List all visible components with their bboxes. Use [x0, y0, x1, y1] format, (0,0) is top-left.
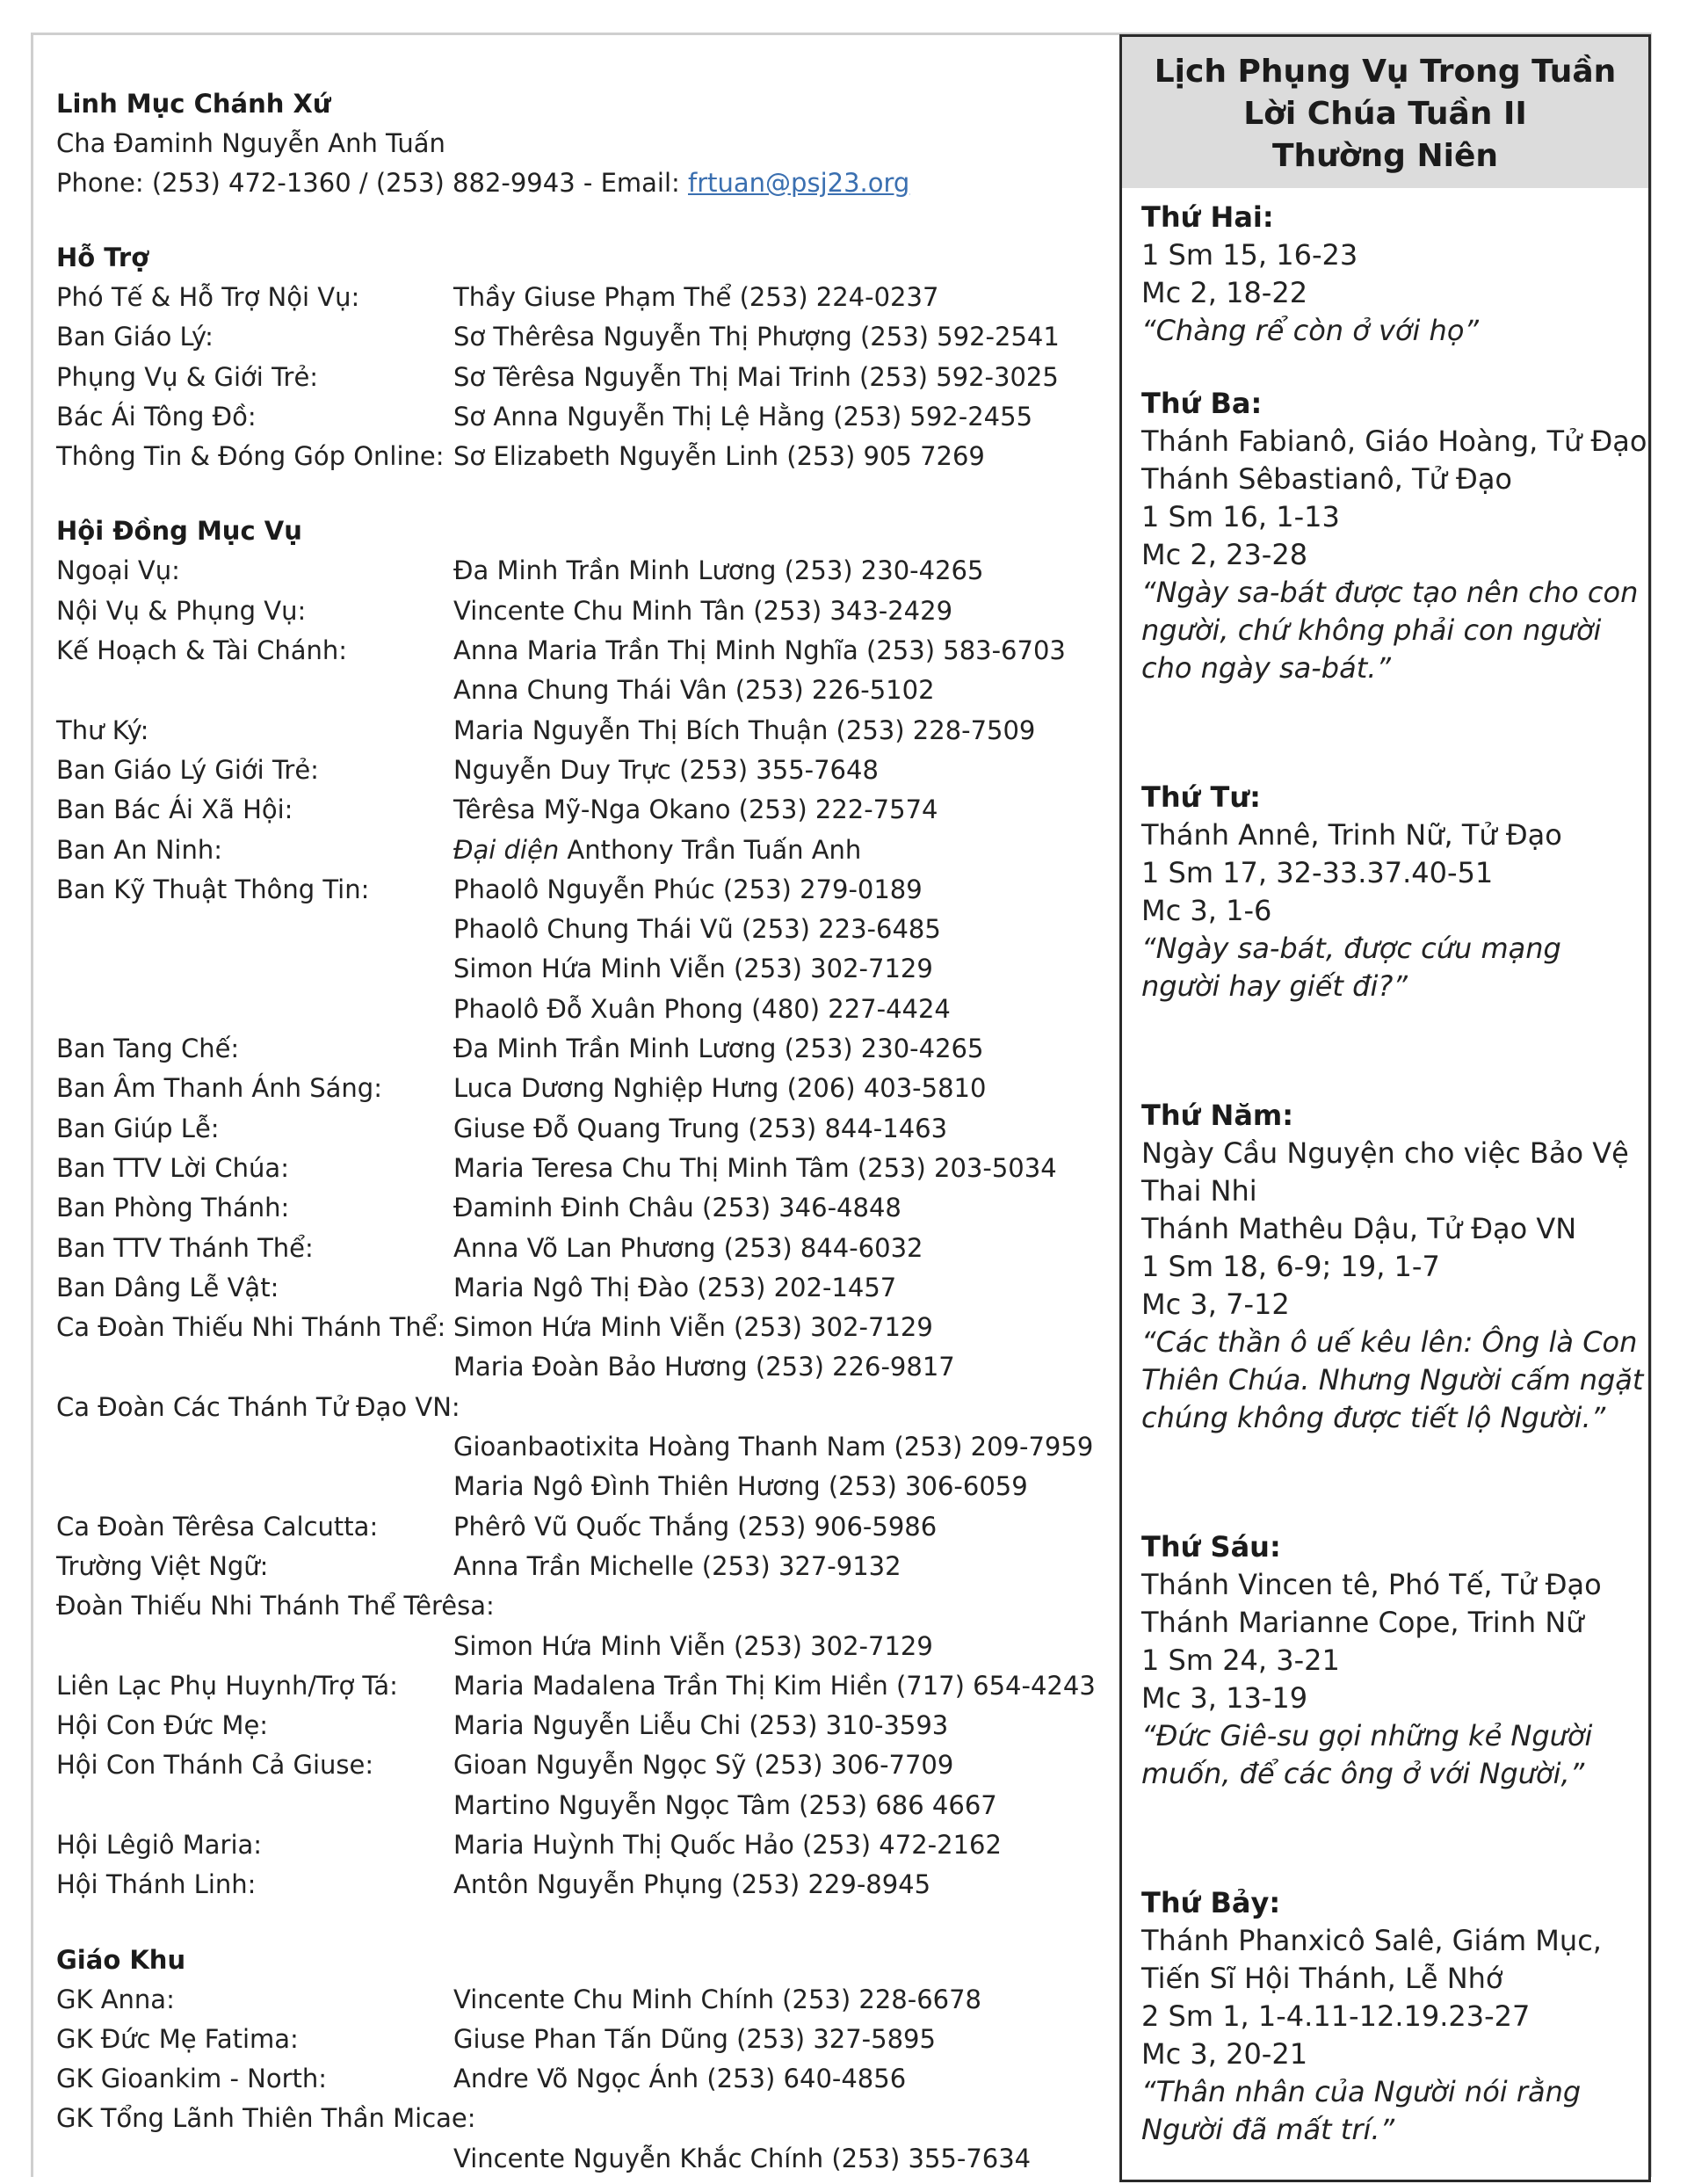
contact-person: Sơ Thêrêsa Nguyễn Thị Phượng (253) 592-2541	[453, 322, 1060, 352]
districts-list	[56, 1980, 1102, 2179]
contact-person: Maria Teresa Chu Thị Minh Tâm (253) 203-5034	[453, 1152, 1057, 1183]
contact-person: Maria Nguyễn Liễu Chi (253) 310-3593	[453, 1710, 949, 1741]
contact-row	[56, 1427, 1102, 1467]
contact-role	[56, 1467, 453, 1506]
contact-person: Phaolô Đỗ Xuân Phong (480) 227-4424	[453, 993, 951, 1024]
council-heading: Hội Đồng Mục Vụ	[56, 516, 302, 547]
contact-person: Maria Ngô Đình Thiên Hương (253) 306-6059	[453, 1471, 1028, 1502]
contact-person: Giuse Đỗ Quang Trung (253) 844-1463	[453, 1113, 948, 1143]
day-reading: Mc 3, 1-6	[1141, 894, 1272, 927]
contact-role: Ban Giáo Lý Giới Trẻ:	[56, 754, 319, 785]
contact-person: Anna Chung Thái Vân (253) 226-5102	[453, 675, 935, 706]
contact-person: Phêrô Vũ Quốc Thắng (253) 906-5986	[453, 1511, 938, 1542]
liturgy-title-line: Lời Chúa Tuần II	[1243, 96, 1527, 132]
contact-person: Sơ Anna Nguyễn Thị Lệ Hằng (253) 592-2455	[453, 401, 1033, 432]
contact-row	[56, 2020, 1102, 2059]
support-list	[56, 278, 1102, 476]
contact-row	[56, 1149, 1102, 1188]
liturgy-days	[1122, 188, 1648, 2149]
contact-row	[56, 1109, 1102, 1149]
contact-role: Hội Con Đức Mẹ:	[56, 1710, 269, 1741]
day-reading: Mc 3, 20-21	[1141, 2037, 1308, 2071]
day-title: Thứ Tư:	[1141, 780, 1261, 814]
contact-row	[56, 551, 1102, 591]
contact-role	[56, 1347, 453, 1387]
contact-row	[56, 1388, 1102, 1427]
contact-role: Ban Kỹ Thuật Thông Tin:	[56, 874, 370, 904]
contact-role: Đoàn Thiếu Nhi Thánh Thể Têrêsa:	[56, 1591, 495, 1622]
contact-row	[56, 1666, 1102, 1706]
day-quote: “Đức Giê-su gọi những kẻ Người muốn, để các ông ở với Người,”	[1141, 1719, 1593, 1790]
contact-row	[56, 1627, 1102, 1666]
day-quote: “Ngày sa-bát được tạo nên cho con người, chứ không phải con người cho ngày sa-bát.”	[1141, 576, 1639, 685]
contact-row	[56, 1308, 1102, 1347]
day-reading: Mc 2, 23-28	[1141, 538, 1308, 571]
contact-person: Maria Nguyễn Thị Bích Thuận (253) 228-7509	[453, 715, 1036, 745]
liturgy-title-line: Lịch Phụng Vụ Trong Tuần	[1154, 54, 1617, 90]
contact-role: Ban Tang Chế:	[56, 1034, 240, 1064]
contact-role: Trường Việt Ngữ:	[56, 1550, 269, 1581]
contact-role: Ngoại Vụ:	[56, 555, 180, 586]
day-reading: Ngày Cầu Nguyện cho việc Bảo Vệ Thai Nhi	[1141, 1136, 1629, 1208]
contact-row	[56, 790, 1102, 830]
liturgy-day	[1141, 199, 1648, 350]
contact-role	[56, 1786, 453, 1825]
contact-row	[56, 278, 1102, 317]
day-reading: Mc 3, 7-12	[1141, 1288, 1290, 1321]
contact-row	[56, 1547, 1102, 1586]
day-reading: Mc 3, 13-19	[1141, 1681, 1308, 1715]
contact-role: Phó Tế & Hỗ Trợ Nội Vụ:	[56, 282, 360, 312]
contact-person: Gioan Nguyễn Ngọc Sỹ (253) 306-7709	[453, 1750, 954, 1781]
contact-person: Maria Đoàn Bảo Hương (253) 226-9817	[453, 1352, 955, 1382]
contact-person: Phaolô Chung Thái Vũ (253) 223-6485	[453, 914, 941, 945]
contact-role: GK Gioankim - North:	[56, 2064, 328, 2094]
day-reading: Mc 2, 18-22	[1141, 276, 1308, 309]
day-reading: Thánh Fabianô, Giáo Hoàng, Tử Đạo	[1141, 424, 1647, 458]
contact-person: Phaolô Nguyễn Phúc (253) 279-0189	[453, 874, 923, 904]
day-title: Thứ Sáu:	[1141, 1530, 1281, 1564]
contact-role: Hội Thánh Linh:	[56, 1869, 257, 1900]
contact-role: Hội Con Thánh Cả Giuse:	[56, 1750, 374, 1781]
contact-person: Andre Võ Ngọc Ánh (253) 640-4856	[453, 2064, 907, 2094]
contact-row	[56, 1467, 1102, 1506]
contact-row	[56, 711, 1102, 751]
contact-person: Sơ Elizabeth Nguyễn Linh (253) 905 7269	[453, 441, 985, 472]
contact-role	[56, 990, 453, 1029]
contact-row	[56, 910, 1102, 949]
contact-person: Anna Trần Michelle (253) 327-9132	[453, 1550, 901, 1581]
day-quote: “Chàng rể còn ở với họ”	[1141, 314, 1479, 347]
contact-person: Giuse Phan Tấn Dũng (253) 327-5895	[453, 2023, 936, 2054]
contact-row	[56, 1586, 1102, 1626]
contact-row	[56, 1706, 1102, 1745]
contact-role	[56, 949, 453, 989]
contact-person: Đaminh Đinh Châu (253) 346-4848	[453, 1193, 901, 1223]
contact-row	[56, 1745, 1102, 1785]
day-reading: Thánh Vincen tê, Phó Tế, Tử Đạo	[1141, 1568, 1602, 1601]
contact-role: Thư Ký:	[56, 715, 149, 745]
contact-row	[56, 990, 1102, 1029]
contact-person: Simon Hứa Minh Viễn (253) 302-7129	[453, 954, 933, 984]
day-reading: 1 Sm 24, 3-21	[1141, 1643, 1340, 1677]
contact-person: Martino Nguyễn Ngọc Tâm (253) 686 4667	[453, 1789, 997, 1820]
contact-row	[56, 437, 1102, 476]
contact-person: Anna Maria Trần Thị Minh Nghĩa (253) 583-6703	[453, 635, 1066, 666]
contact-role	[56, 671, 453, 710]
contact-role: Bác Ái Tông Đồ:	[56, 401, 257, 432]
liturgy-day	[1141, 385, 1648, 687]
contact-role: Ban Âm Thanh Ánh Sáng:	[56, 1073, 382, 1104]
contact-person: Nguyễn Duy Trực (253) 355-7648	[453, 754, 879, 785]
contact-person: Maria Huỳnh Thị Quốc Hảo (253) 472-2162	[453, 1829, 1002, 1860]
liturgy-day	[1141, 1528, 1648, 1793]
day-reading: Thánh Sêbastianô, Tử Đạo	[1141, 462, 1512, 496]
day-reading: 2 Sm 1, 1-4.11-12.19.23-27	[1141, 1999, 1531, 2033]
contact-row	[56, 949, 1102, 989]
contact-row	[56, 1069, 1102, 1108]
liturgy-title	[1122, 37, 1648, 188]
pastor-phone: Phone: (253) 472-1360 / (253) 882-9943 - Email:	[56, 168, 689, 198]
representative-note: Đại diện	[453, 834, 560, 865]
liturgy-day	[1141, 779, 1648, 1005]
liturgy-day	[1141, 1884, 1648, 2149]
contact-role: Ban Dâng Lễ Vật:	[56, 1272, 279, 1302]
contact-person: Đa Minh Trần Minh Lương (253) 230-4265	[453, 555, 984, 586]
support-heading: Hỗ Trợ	[56, 243, 149, 272]
contact-role: Phụng Vụ & Giới Trẻ:	[56, 361, 319, 392]
day-quote: “Ngày sa-bát, được cứu mạng người hay giết đi?”	[1141, 932, 1561, 1003]
day-reading: Thánh Annê, Trinh Nữ, Tử Đạo	[1141, 818, 1562, 852]
contact-row	[56, 1980, 1102, 2020]
day-quote: “Thân nhân của Người nói rằng Người đã mất trí.”	[1141, 2075, 1582, 2146]
day-reading: 1 Sm 17, 32-33.37.40-51	[1141, 856, 1494, 889]
contact-role: Ca Đoàn Têrêsa Calcutta:	[56, 1511, 379, 1542]
contact-row	[56, 1507, 1102, 1547]
contact-role: Ca Đoàn Thiếu Nhi Thánh Thể:	[56, 1312, 446, 1343]
pastor-name: Cha Đaminh Nguyễn Anh Tuấn	[56, 128, 445, 158]
liturgy-title-line: Thường Niên	[1272, 138, 1498, 174]
day-reading: 1 Sm 15, 16-23	[1141, 238, 1358, 272]
contact-role: GK Đức Mẹ Fatima:	[56, 2023, 299, 2054]
day-reading: Thánh Marianne Cope, Trinh Nữ	[1141, 1606, 1584, 1639]
pastor-section	[56, 84, 1102, 203]
contact-person: Simon Hứa Minh Viễn (253) 302-7129	[453, 1312, 933, 1343]
contact-row	[56, 671, 1102, 710]
contact-row	[56, 591, 1102, 631]
contact-row	[56, 870, 1102, 910]
contact-row	[56, 831, 1102, 870]
contact-role: Liên Lạc Phụ Huynh/Trợ Tá:	[56, 1670, 398, 1701]
contact-row	[56, 397, 1102, 437]
contact-person: Vincente Chu Minh Tân (253) 343-2429	[453, 595, 953, 626]
pastor-contact	[56, 163, 1102, 203]
contact-role	[56, 1627, 453, 1666]
contact-row	[56, 1786, 1102, 1825]
contact-role: Ban TTV Lời Chúa:	[56, 1152, 289, 1183]
contact-role: Thông Tin & Đóng Góp Online:	[56, 441, 445, 472]
contact-row	[56, 1347, 1102, 1387]
contact-person: Antôn Nguyễn Phụng (253) 229-8945	[453, 1869, 931, 1900]
contact-role: Nội Vụ & Phụng Vụ:	[56, 595, 307, 626]
contact-row	[56, 2059, 1102, 2099]
contact-role: Ban TTV Thánh Thể:	[56, 1232, 314, 1263]
day-reading: Thánh Mathêu Dậu, Tử Đạo VN	[1141, 1212, 1577, 1245]
contact-role: Hội Lêgiô Maria:	[56, 1829, 263, 1860]
contact-row	[56, 1188, 1102, 1228]
contact-role: Ban Bác Ái Xã Hội:	[56, 795, 293, 825]
contact-role: Ban Giáo Lý:	[56, 322, 214, 352]
day-quote: “Các thần ô uế kêu lên: Ông là Con Thiên Chúa. Nhưng Người cấm ngặt chúng không được tiết lộ Người.”	[1141, 1325, 1644, 1434]
contact-row	[56, 1229, 1102, 1268]
pastor-email-link[interactable]: frtuan@psj23.org	[688, 168, 910, 198]
contact-person	[453, 831, 1102, 870]
day-reading: 1 Sm 16, 1-13	[1141, 500, 1340, 533]
pastor-heading: Linh Mục Chánh Xứ	[56, 89, 331, 119]
contact-role	[56, 1427, 453, 1467]
contact-role: Ban An Ninh:	[56, 834, 222, 865]
contact-row	[56, 1825, 1102, 1865]
contact-row	[56, 2099, 1102, 2138]
contact-row	[56, 631, 1102, 671]
council-list	[56, 551, 1102, 1905]
contact-person: Luca Dương Nghiệp Hưng (206) 403-5810	[453, 1073, 987, 1104]
contact-role: Ban Giúp Lễ:	[56, 1113, 220, 1143]
day-title: Thứ Hai:	[1141, 200, 1274, 234]
contact-role: Ban Phòng Thánh:	[56, 1193, 290, 1223]
day-title: Thứ Năm:	[1141, 1099, 1294, 1132]
districts-heading: Giáo Khu	[56, 1944, 186, 1975]
directory-column	[56, 84, 1102, 2179]
contact-role	[56, 2139, 453, 2179]
contact-role	[56, 910, 453, 949]
contact-person: Gioanbaotixita Hoàng Thanh Nam (253) 209-7959	[453, 1432, 1094, 1462]
contact-role: Kế Hoạch & Tài Chánh:	[56, 635, 348, 666]
contact-row	[56, 2139, 1102, 2179]
contact-role: GK Anna:	[56, 1984, 175, 2014]
contact-row	[56, 317, 1102, 357]
contact-row	[56, 358, 1102, 397]
contact-row	[56, 1268, 1102, 1308]
contact-row	[56, 1029, 1102, 1069]
contact-person: Simon Hứa Minh Viễn (253) 302-7129	[453, 1630, 933, 1661]
contact-person: Thầy Giuse Phạm Thể (253) 224-0237	[453, 282, 939, 312]
contact-person: Đa Minh Trần Minh Lương (253) 230-4265	[453, 1034, 984, 1064]
day-title: Thứ Bảy:	[1141, 1886, 1281, 1919]
day-title: Thứ Ba:	[1141, 387, 1263, 420]
liturgy-day	[1141, 1097, 1648, 1437]
contact-row	[56, 751, 1102, 790]
contact-person: Maria Madalena Trần Thị Kim Hiền (717) 654-4243	[453, 1670, 1096, 1701]
day-reading: Thánh Phanxicô Salê, Giám Mục, Tiến Sĩ Hội Thánh, Lễ Nhớ	[1141, 1924, 1602, 1995]
contact-person: Vincente Chu Minh Chính (253) 228-6678	[453, 1984, 981, 2014]
contact-person: Vincente Nguyễn Khắc Chính (253) 355-7634	[453, 2143, 1032, 2173]
contact-role: Ca Đoàn Các Thánh Tử Đạo VN:	[56, 1391, 460, 1422]
contact-row	[56, 1865, 1102, 1905]
liturgy-box	[1119, 34, 1651, 2182]
contact-person: Anna Võ Lan Phương (253) 844-6032	[453, 1232, 923, 1263]
contact-person-name: Anthony Trần Tuấn Anh	[559, 834, 862, 865]
contact-person: Têrêsa Mỹ-Nga Okano (253) 222-7574	[453, 795, 938, 825]
contact-person: Sơ Têrêsa Nguyễn Thị Mai Trinh (253) 592-3025	[453, 361, 1059, 392]
day-reading: 1 Sm 18, 6-9; 19, 1-7	[1141, 1250, 1440, 1283]
contact-role: GK Tổng Lãnh Thiên Thần Micae:	[56, 2103, 476, 2134]
contact-person: Maria Ngô Thị Đào (253) 202-1457	[453, 1272, 897, 1302]
